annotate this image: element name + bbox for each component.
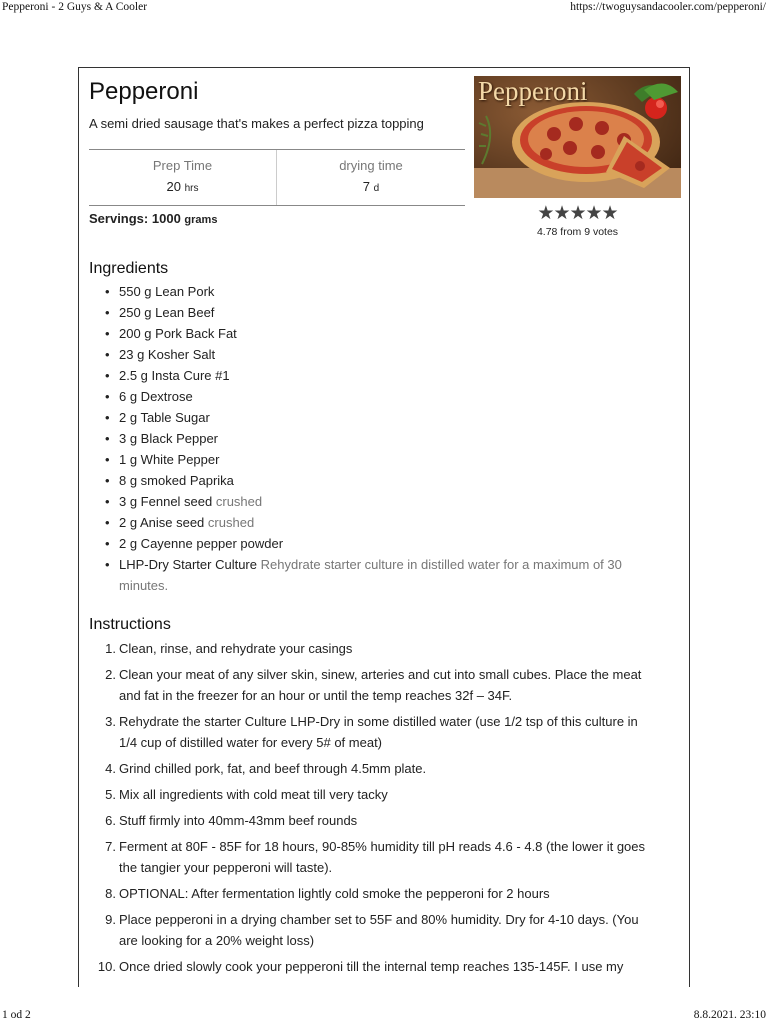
- rating-votes: 4.78 from 9 votes: [536, 226, 619, 238]
- instruction-text: Place pepperoni in a drying chamber set to 55F and 80% humidity. Dry for 4-10 days. (You are looking for a 20% weight loss): [119, 912, 639, 948]
- instruction-step: [89, 810, 659, 831]
- ingredient-text: 2 g Cayenne pepper powder: [119, 536, 284, 551]
- recipe-rating: [474, 204, 681, 238]
- ingredient-item: [89, 470, 659, 491]
- instruction-number: 8.: [105, 886, 116, 901]
- drying-time: [277, 150, 465, 205]
- instructions-heading: Instructions: [89, 616, 171, 633]
- print-page-number: 1 od 2: [2, 1009, 31, 1021]
- print-footer: [0, 1006, 768, 1024]
- drying-time-number: 7: [362, 179, 371, 194]
- ingredient-text: 2.5 g Insta Cure #1: [119, 368, 230, 383]
- ingredient-text: 200 g Pork Back Fat: [119, 326, 237, 341]
- instruction-number: 1.: [105, 641, 116, 656]
- prep-time-value: [89, 179, 276, 194]
- instruction-text: Rehydrate the starter Culture LHP-Dry in some distilled water (use 1/2 tsp of this culture in 1/4 cup of distilled water for every 5# of meat): [119, 714, 638, 750]
- ingredient-note: crushed: [215, 494, 263, 509]
- ingredient-item: [89, 512, 659, 533]
- instruction-number: 4.: [105, 761, 116, 776]
- instruction-text: Grind chilled pork, fat, and beef through 4.5mm plate.: [119, 761, 427, 776]
- prep-time-label: Prep Time: [152, 158, 213, 173]
- ingredient-item: [89, 533, 659, 554]
- instruction-step: [89, 909, 659, 951]
- ingredient-text: 250 g Lean Beef: [119, 305, 215, 320]
- servings-value: 1000: [151, 211, 181, 226]
- drying-time-unit: d: [373, 183, 380, 194]
- instruction-step: [89, 638, 659, 659]
- servings-label: Servings:: [89, 211, 149, 226]
- instruction-text: OPTIONAL: After fermentation lightly cold smoke the pepperoni for 2 hours: [119, 886, 550, 901]
- ingredient-text: 8 g smoked Paprika: [119, 473, 234, 488]
- print-page-title: Pepperoni - 2 Guys & A Cooler: [2, 1, 148, 13]
- prep-time-unit: hrs: [184, 183, 199, 194]
- instruction-text: Once dried slowly cook your pepperoni till the internal temp reaches 135-145F. I use my: [119, 959, 624, 974]
- instruction-step: [89, 664, 659, 706]
- instruction-number: 7.: [105, 839, 116, 854]
- instruction-number: 5.: [105, 787, 116, 802]
- instruction-text: Ferment at 80F - 85F for 18 hours, 90-85% humidity till pH reads 4.6 - 4.8 (the lower it goes the tangier your pepperoni will taste).: [119, 839, 646, 875]
- ingredient-item: [89, 302, 659, 323]
- ingredient-text: 3 g Fennel seed: [119, 494, 213, 509]
- drying-time-value: [277, 179, 465, 194]
- instruction-step: [89, 956, 659, 977]
- ingredient-item: [89, 554, 659, 596]
- recipe-card: [78, 67, 690, 987]
- ingredients-list: [89, 281, 659, 596]
- instruction-step: [89, 883, 659, 904]
- instruction-number: 6.: [105, 813, 116, 828]
- ingredient-text: 2 g Table Sugar: [119, 410, 210, 425]
- recipe-photo: [474, 76, 681, 198]
- ingredient-text: 2 g Anise seed: [119, 515, 205, 530]
- instruction-step: [89, 758, 659, 779]
- prep-time: [89, 150, 277, 205]
- ingredient-note: Rehydrate starter culture in distilled water for a maximum of 30 minutes.: [119, 557, 622, 593]
- ingredient-text: 23 g Kosher Salt: [119, 347, 216, 362]
- recipe-title: Pepperoni: [89, 78, 199, 105]
- ingredient-text: 6 g Dextrose: [119, 389, 193, 404]
- ingredient-item: [89, 491, 659, 512]
- drying-time-label: drying time: [339, 158, 403, 173]
- servings: [89, 211, 217, 226]
- rating-stars[interactable]: ★★★★★: [537, 203, 618, 224]
- instruction-text: Clean, rinse, and rehydrate your casings: [119, 641, 353, 656]
- recipe-times: [89, 149, 465, 206]
- instruction-step: [89, 711, 659, 753]
- instruction-number: 3.: [105, 714, 116, 729]
- ingredient-text: LHP-Dry Starter Culture: [119, 557, 257, 572]
- ingredient-item: [89, 407, 659, 428]
- photo-title: Pepperoni: [478, 76, 588, 106]
- instruction-number: 10.: [97, 959, 116, 974]
- instruction-step: [89, 836, 659, 878]
- ingredient-text: 3 g Black Pepper: [119, 431, 219, 446]
- ingredient-note: crushed: [207, 515, 255, 530]
- ingredients-heading: Ingredients: [89, 260, 169, 277]
- recipe-summary: A semi dried sausage that's makes a perfect pizza topping: [89, 116, 424, 131]
- ingredient-item: [89, 449, 659, 470]
- instruction-text: Stuff firmly into 40mm-43mm beef rounds: [119, 813, 358, 828]
- instruction-text: Clean your meat of any silver skin, sinew, arteries and cut into small cubes. Place the meat and fat in the freezer for an hour or until the temp reaches 32f – 34F.: [119, 667, 642, 703]
- print-page-url[interactable]: https://twoguysandacooler.com/pepperoni/: [570, 1, 766, 13]
- ingredient-item: [89, 323, 659, 344]
- print-datetime: 8.8.2021. 23:10: [693, 1009, 766, 1021]
- ingredient-text: 550 g Lean Pork: [119, 284, 215, 299]
- ingredient-item: [89, 386, 659, 407]
- ingredient-item: [89, 428, 659, 449]
- print-header: [0, 0, 768, 18]
- ingredient-item: [89, 344, 659, 365]
- servings-unit: grams: [184, 214, 218, 226]
- prep-time-number: 20: [166, 179, 181, 194]
- ingredient-item: [89, 281, 659, 302]
- ingredient-text: 1 g White Pepper: [119, 452, 220, 467]
- instruction-text: Mix all ingredients with cold meat till very tacky: [119, 787, 388, 802]
- instruction-step: [89, 784, 659, 805]
- instruction-number: 2.: [105, 667, 116, 682]
- ingredient-item: [89, 365, 659, 386]
- instruction-number: 9.: [105, 912, 116, 927]
- instructions-list: [89, 638, 659, 982]
